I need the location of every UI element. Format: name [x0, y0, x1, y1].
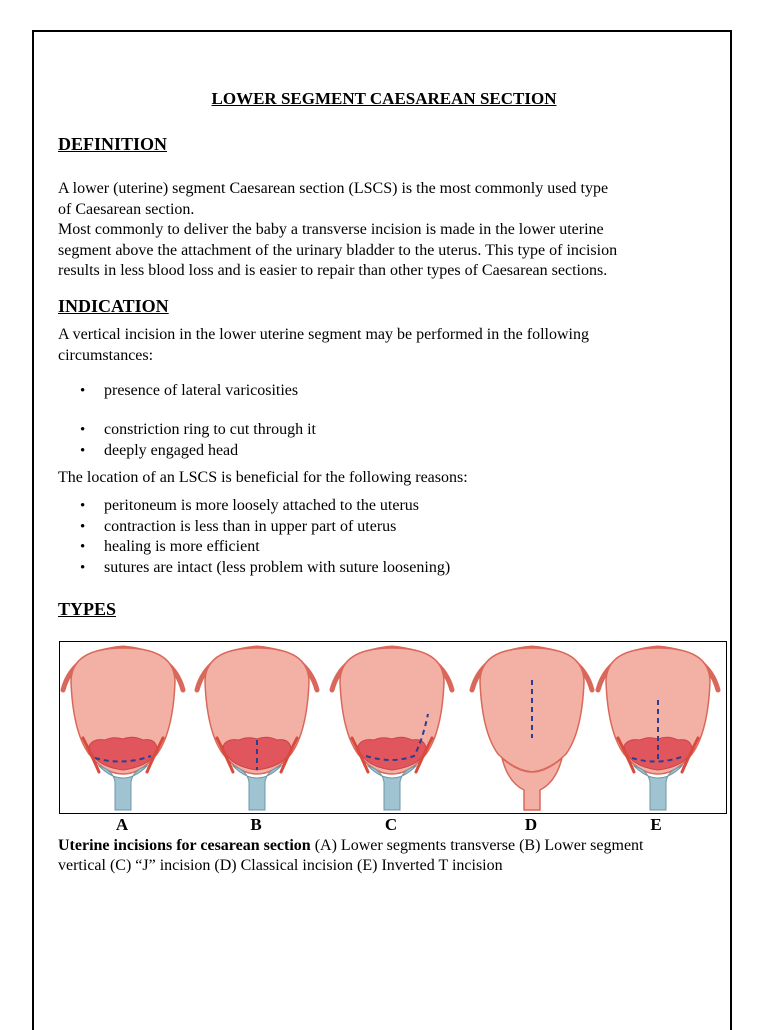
indication-heading: INDICATION [58, 296, 169, 316]
definition-line: of Caesarean section. [58, 200, 195, 218]
list-item: • constriction ring to cut through it [58, 420, 316, 441]
document-title: LOWER SEGMENT CAESAREAN SECTION [211, 89, 557, 108]
definition-line: Most commonly to deliver the baby a transverse incision is made in the lower uterine [58, 221, 604, 238]
figure-label-a: A [115, 815, 129, 834]
types-heading: TYPES [58, 599, 117, 619]
figure-caption [58, 836, 728, 876]
list-item: • peritoneum is more loosely attached to the uterus [58, 496, 450, 517]
caption-title: Uterine incisions for cesarean section [58, 837, 311, 854]
caption-line-2: vertical (C) “J” incision (D) Classical incision (E) Inverted T incision [58, 857, 503, 874]
indication-intro-line: circumstances: [58, 346, 154, 364]
uterus-d [472, 648, 592, 810]
caption-text: (A) Lower segments transverse (B) Lower segment [310, 837, 644, 854]
circumstances-list [58, 381, 298, 402]
uterus-e [598, 648, 718, 810]
figure-label-d: D [524, 815, 538, 834]
indication-intro [58, 325, 718, 366]
uterus-a [63, 648, 183, 810]
reasons-list [58, 496, 450, 578]
list-item: • presence of lateral varicosities [58, 381, 298, 402]
list-item: • deeply engaged head [58, 441, 316, 462]
list-item: • healing is more efficient [58, 537, 450, 558]
incision-diagram [60, 642, 726, 813]
figure-label-c: C [384, 815, 398, 834]
reasons-intro: The location of an LSCS is beneficial for the following reasons: [58, 469, 468, 486]
definition-heading: DEFINITION [58, 134, 168, 154]
list-item: • sutures are intact (less problem with suture loosening) [58, 558, 450, 579]
uterus-b [197, 648, 317, 810]
list-item: • contraction is less than in upper part of uterus [58, 517, 450, 538]
figure-label-b: B [250, 815, 262, 834]
definition-line: results in less blood loss and is easier to repair than other types of Caesarean sections. [58, 262, 608, 279]
definition-line: A lower (uterine) segment Caesarean section (LSCS) is the most commonly used type [58, 180, 609, 197]
incision-types-figure [59, 641, 727, 814]
caption-line-1 [58, 836, 728, 856]
circumstances-list-continued [58, 420, 316, 461]
figure-label-e: E [650, 815, 662, 834]
definition-line: segment above the attachment of the urinary bladder to the uterus. This type of incision [58, 241, 618, 259]
definition-paragraph-1 [58, 179, 718, 282]
indication-intro-line: A vertical incision in the lower uterine segment may be performed in the following [58, 326, 589, 343]
uterus-c [332, 648, 452, 810]
